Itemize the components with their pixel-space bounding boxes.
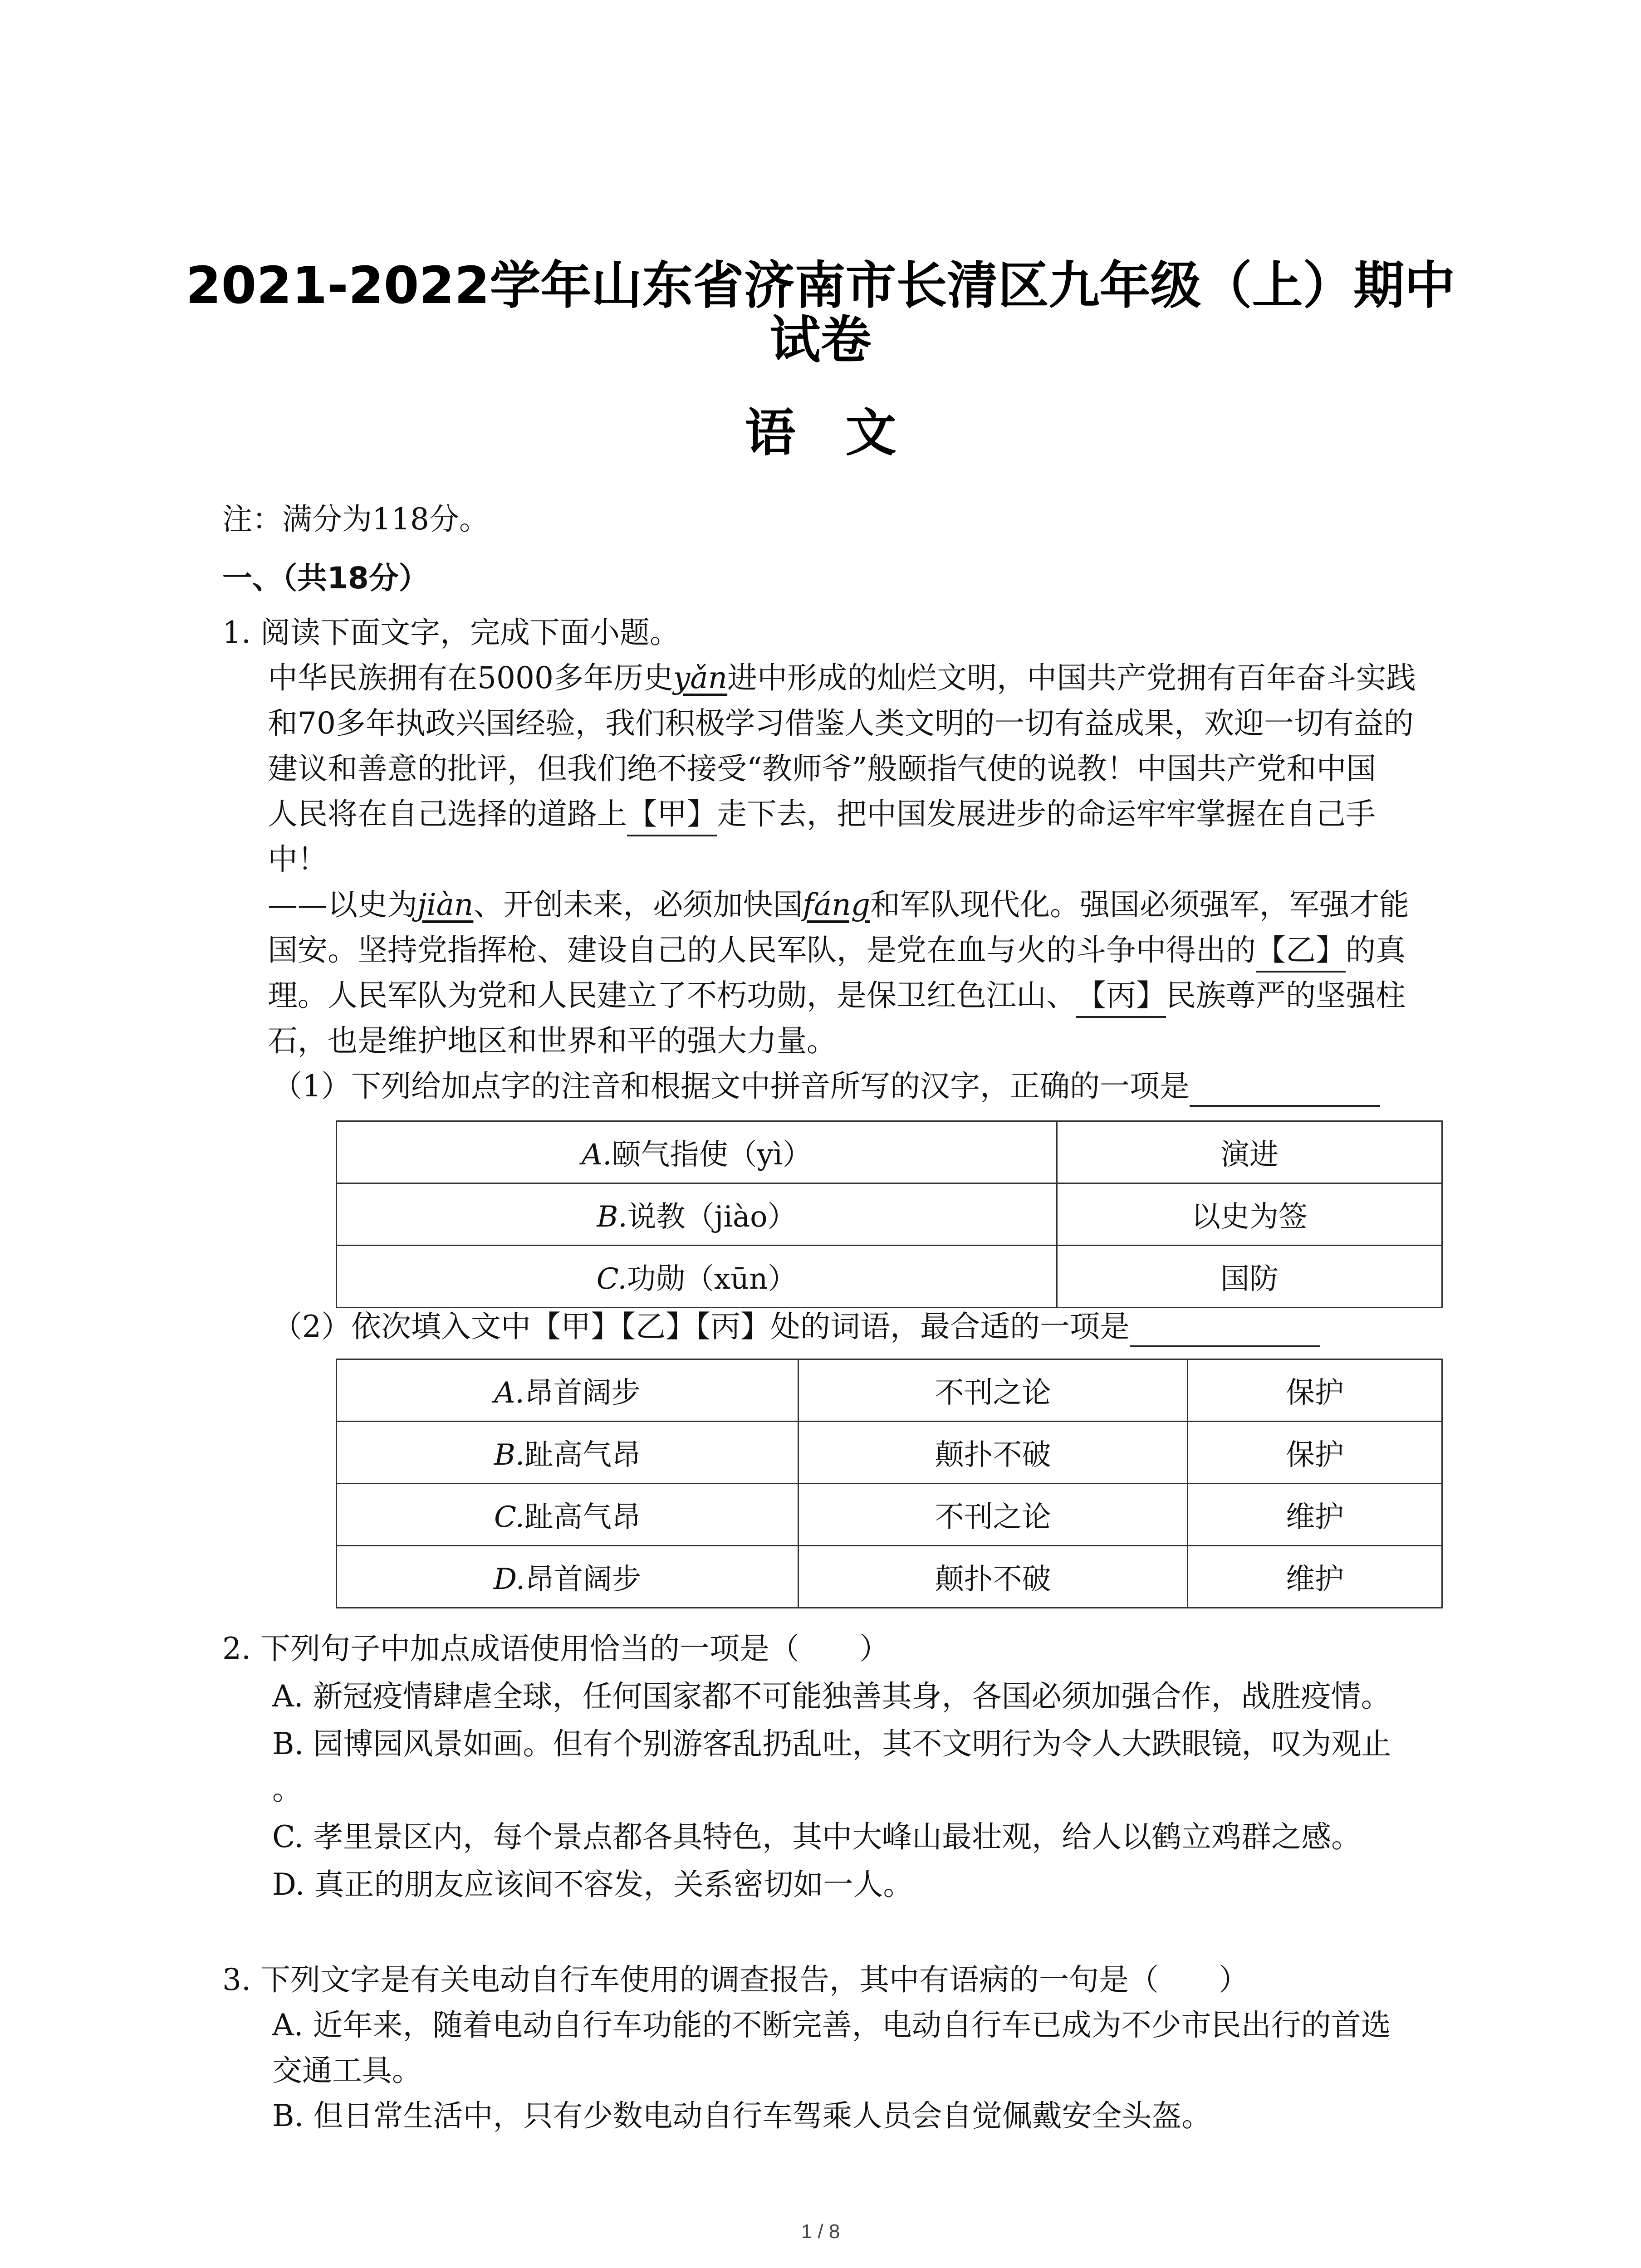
- answer-blank[interactable]: [1130, 1318, 1320, 1347]
- q1-passage-line: [268, 658, 1416, 699]
- sub1-prompt: [272, 1066, 1380, 1107]
- passage-text: ——以史为: [268, 887, 417, 922]
- q2-option-c[interactable]: C. 孝里景区内，每个景点都各具特色，其中大峰山最壮观，给人以鹤立鸡群之感。: [272, 1819, 1362, 1854]
- option-cell: 演进: [1057, 1121, 1442, 1183]
- option-cell: 维护: [1188, 1546, 1442, 1608]
- passage-text: 进中形成的灿烂文明，中国共产党拥有百年奋斗实践: [727, 660, 1416, 695]
- passage-text: 国安。坚持党指挥枪、建设自己的人民军队，是党在血与火的斗争中得出的: [268, 933, 1256, 968]
- q1-stem: 1. 阅读下面文字，完成下面小题。: [222, 615, 680, 650]
- passage-text: 、开创未来，必须加快国: [473, 887, 803, 922]
- passage-text: 的真: [1346, 933, 1406, 968]
- q2-option-b[interactable]: B. 园博园风景如画。但有个别游客乱扔乱吐，其不文明行为令人大跌眼镜，叹为观止: [272, 1726, 1391, 1761]
- answer-blank[interactable]: [1190, 1078, 1380, 1107]
- sub2-text: 依次填入文中【甲】【乙】【丙】处的词语，最合适的一项是: [351, 1309, 1130, 1344]
- q2-option-a[interactable]: A. 新冠疫情肆虐全球，任何国家都不可能独善其身，各国必须加强合作，战胜疫情。: [272, 1679, 1391, 1714]
- q2-stem: 2. 下列句子中加点成语使用恰当的一项是（ ）: [222, 1631, 889, 1666]
- option-cell: A.昂首阔步: [337, 1359, 798, 1422]
- q1-passage-line: [268, 794, 1376, 836]
- passage-text: 理。人民军队为党和人民建立了不朽功勋，是保卫红色江山、: [268, 978, 1076, 1013]
- q1-passage-line: 和70多年执政兴国经验，我们积极学习借鉴人类文明的一切有益成果，欢迎一切有益的: [268, 706, 1414, 741]
- option-cell: 保护: [1188, 1422, 1442, 1484]
- option-cell: 保护: [1188, 1359, 1442, 1422]
- sub2-options-table: [336, 1359, 1443, 1608]
- subject-heading: 语文: [745, 404, 946, 463]
- pinyin-blank: yǎn: [673, 660, 728, 695]
- passage-text: 人民将在自己选择的道路上: [268, 797, 627, 831]
- option-cell: 颠扑不破: [798, 1546, 1188, 1608]
- exam-title-line2: 试卷: [769, 311, 872, 370]
- q1-passage-line: [268, 975, 1406, 1018]
- q3-option-a[interactable]: A. 近年来，随着电动自行车功能的不断完善，电动自行车已成为不少市民出行的首选: [272, 2008, 1391, 2043]
- q1-passage-line: 石，也是维护地区和世界和平的强大力量。: [268, 1023, 837, 1058]
- q3-option-b[interactable]: B. 但日常生活中，只有少数电动自行车驾乘人员会自觉佩戴安全头盔。: [272, 2098, 1212, 2133]
- q2-option-d[interactable]: D. 真正的朋友应该间不容发，关系密切如一人。: [272, 1867, 913, 1902]
- marker-yi: 【乙】: [1256, 930, 1346, 973]
- pinyin-blank: jiàn: [417, 887, 474, 922]
- q3-option-a-continued: 交通工具。: [272, 2053, 422, 2088]
- passage-text: 和军队现代化。强国必须强军，军强才能: [870, 887, 1409, 922]
- q1-passage-line: [268, 885, 1409, 925]
- option-row[interactable]: [337, 1121, 1442, 1183]
- passage-text: 中华民族拥有在5000多年历史: [268, 660, 673, 695]
- sub1-text: 下列给加点字的注音和根据文中拼音所写的汉字，正确的一项是: [351, 1069, 1190, 1104]
- option-row[interactable]: [337, 1246, 1442, 1308]
- option-cell: D.昂首阔步: [337, 1546, 798, 1608]
- option-cell: C.趾高气昂: [337, 1484, 798, 1546]
- q1-passage-line: 建议和善意的批评，但我们绝不接受“教师爷”般颐指气使的说教！中国共产党和中国: [268, 751, 1376, 786]
- passage-text: 走下去，把中国发展进步的命运牢牢掌握在自己手: [717, 797, 1376, 831]
- page-number: 1 / 8: [801, 2220, 840, 2243]
- pinyin-blank: fáng: [803, 887, 870, 922]
- sub1-options-table: [336, 1120, 1443, 1308]
- q3-stem: 3. 下列文字是有关电动自行车使用的调查报告，其中有语病的一句是（ ）: [222, 1962, 1249, 1997]
- sub1-label: （1）: [272, 1069, 351, 1104]
- option-cell: C.功勋（xūn）: [337, 1246, 1057, 1308]
- option-cell: 颠扑不破: [798, 1422, 1188, 1484]
- q1-passage-line: 中！: [268, 842, 328, 877]
- option-cell: 不刊之论: [798, 1359, 1188, 1422]
- option-cell: A.颐气指使（yì）: [337, 1121, 1057, 1183]
- section-heading: 一、（共18分）: [222, 561, 429, 596]
- marker-bing: 【丙】: [1076, 975, 1166, 1018]
- passage-text: 民族尊严的坚强柱: [1166, 978, 1406, 1013]
- score-note: 注：满分为118分。: [222, 502, 489, 537]
- exam-title-line1: 2021-2022学年山东省济南市长清区九年级（上）期中: [186, 256, 1455, 315]
- option-row[interactable]: [337, 1484, 1442, 1546]
- option-row[interactable]: [337, 1546, 1442, 1608]
- option-row[interactable]: [337, 1183, 1442, 1246]
- option-cell: 国防: [1057, 1246, 1442, 1308]
- q1-passage-line: [268, 930, 1406, 973]
- option-cell: B.趾高气昂: [337, 1422, 798, 1484]
- marker-jia: 【甲】: [627, 794, 717, 836]
- sub2-label: （2）: [272, 1309, 351, 1344]
- q2-option-b-continued: 。: [272, 1772, 302, 1807]
- option-cell: 维护: [1188, 1484, 1442, 1546]
- sub2-prompt: [272, 1306, 1320, 1347]
- option-row[interactable]: [337, 1359, 1442, 1422]
- option-cell: B.说教（jiào）: [337, 1183, 1057, 1246]
- option-row[interactable]: [337, 1422, 1442, 1484]
- option-cell: 不刊之论: [798, 1484, 1188, 1546]
- option-cell: 以史为签: [1057, 1183, 1442, 1246]
